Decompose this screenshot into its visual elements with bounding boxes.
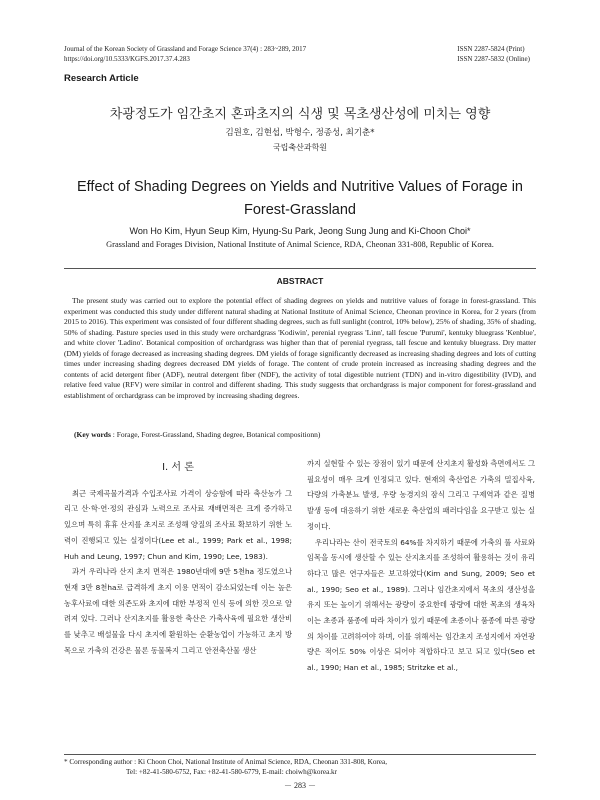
body-paragraph: 최근 국제곡물가격과 수입조사료 가격이 상승함에 따라 축산농가 그리고 산·학·연·정의 관심과 노력으로 조사료 재배면적은 크게 증가하고 있으며 특히 휴휴 산지를 초지로 조성해 양질의 조사료 확보하기 위한 노력이 진행되고 있는 실정이다(Lee et al., 1999; Park et al., 1998; Huh and Leung, 1997; Chun and Kim, 1990; Lee, 1983). [64,488,292,561]
keywords [74,430,534,439]
footnote-contact: Tel: +82-41-580-6752, Fax: +82-41-580-6779, E-mail: choiwh@korea.kr [126,768,338,776]
body-column-left [64,460,292,658]
keywords-label: (Key words [74,430,111,439]
footnote-line: * Corresponding author : Ki Choon Choi, National Institute of Animal Science, RDA, Cheonan 331-808, Korea, [64,758,387,766]
korean-title: 차광정도가 임간초지 혼파초지의 식생 및 목초생산성에 미치는 영향 [109,107,491,122]
footnote-rule [64,754,536,755]
corresponding-author-footnote [64,757,536,777]
korean-authors: 김원호, 김현섭, 박형수, 정종성, 최기춘* [225,128,375,138]
doi-link[interactable]: https://doi.org/10.5333/KGFS.2017.37.4.283 [64,55,190,63]
issn-print: ISSN 2287-5824 (Print) [457,45,525,53]
english-affiliation: Grassland and Forages Division, National Institute of Animal Science, RDA, Cheonan 331-808, Republic of Korea. [106,240,494,249]
article-type: Research Article [64,73,139,84]
body-paragraph: 까지 실현할 수 있는 장점이 있기 때문에 산지초지 활성화 측면에서도 그 필요성이 매우 크게 인정되고 있다. 현재의 축산업은 가축의 밀집사육, 다량의 가축분뇨 발생, 우량 농경지의 잠식 그리고 구제역과 같은 질병 발생 등에 대응하기 위한 새로운 축산업의 패러다임을 요구받고 있는 실정이다. [307,459,535,531]
body-paragraph: 과거 우리나라 산지 초지 면적은 1980년대에 9만 5천ha 정도였으나 현재 3만 8천ha로 급격하게 초지 이용 면적이 감소되었는데 이는 높은 농후사료에 대한 의존도와 초지에 대한 부정적 인식 등에 의한 것으로 알려져 있다. 그러나 산지초지를 활용한 축산은 가축사육에 필요한 생산비를 낮추고 배설물을 다시 초지에 환원하는 순환농업이 가능하고 초지 방목으로 가축의 건강은 물론 동물복지 그리고 안전축산물 생산 [64,567,292,655]
journal-citation: Journal of the Korean Society of Grassland and Forage Science 37(4) : 283~289, 2017 [64,45,307,53]
issn-block [457,44,530,64]
abstract-text: The present study was carried out to explore the potential effect of shading degrees on yields and nutritive values of forage in forest-grassland. This experiment was conducted this study under different natural shading at National Institute of Animal Science, Cheonan province in Korea, for 2 years (from 2015 to 2016). This experiment was consisted of four different shading degrees, such as full sunlight (control, 10% below), 25% of shading, 35% of shading, 50% of shading. Pasture species used in this study were orchardgrass 'Kodiwin', perenial ryegrass 'Linn', tall fescue 'Purumi', kentuky bluegrass 'Kenblue', and white clover 'Ladino'. Botanical composition of orchardgrass was higher than that of perenial ryegrass, tall fescue and kentuky bluegrass. Dry matter (DM) yields of forage decreased as increasing shading degrees. DM yields of forage significantly decreased as increasing shading degrees and lots of cutting times under increasing shading degrees decreased DM yields of forage. The content of crude protein increased as increasing shading degrees and the contents of acid detergent fiber (ADF), neutral detergent fiber (NDF), the activity of total digestible nutrient (TDN) and in-vitro digestibility (IVD), and relative feed value (RFV) were similar in control and different shading. This study suggests that orchardgrass is major component for forest-grassland and establishment of orchardgrass can be improved by increasing shading degrees. [64,296,536,400]
journal-header [64,44,306,64]
keywords-text: : Forage, Forest-Grassland, Shading degree, Botanical compositionn) [112,430,321,439]
page-number: － 283 － [284,781,316,790]
english-title: Effect of Shading Degrees on Yields and Nutritive Values of Forage in Forest-Grassland [76,179,523,218]
english-authors: Won Ho Kim, Hyun Seup Kim, Hyung-Su Park, Jeong Sung Jung and Ki-Choon Choi* [129,226,471,236]
korean-affiliation: 국립축산과학원 [272,143,328,152]
body-paragraph: 우리나라는 산이 전국토의 64%를 차지하기 때문에 가축의 풀 사료와 임목을 동시에 생산할 수 있는 산지초지를 조성하여 활용하는 것이 유리하다고 많은 연구자들은 보고하였다(Kim and Sung, 2009; Seo et al., 1990; Seo et al., 1989). 그러나 임간초지에서 목초의 생산성을 유지 또는 높이기 위해서는 광량이 중요한데 광량에 대한 목초의 생육차이는 초종과 품종에 따라 차이가 있기 때문에 초종이나 품종에 따른 광량의 차이를 고려하여야 하며, 이를 위해서는 임간초지 조성지에서 자연광량은 적어도 50% 이상은 되어야 적합하다고 보고 되고 있다(Seo et al., 1990; Han et al., 1985; Stritzke et al., [307,537,535,673]
section-heading-introduction: Ⅰ. 서 론 [162,462,194,473]
abstract-top-rule [64,268,536,269]
abstract-heading: ABSTRACT [276,276,324,286]
body-column-right [307,456,535,676]
issn-online: ISSN 2287-5832 (Online) [457,55,530,63]
